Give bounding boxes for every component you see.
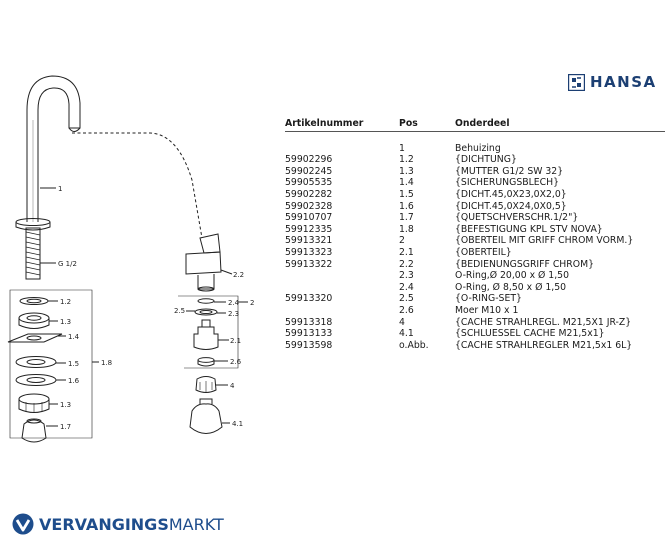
cartridge-2-1 — [194, 327, 218, 350]
callout-4: 4 — [230, 382, 235, 390]
cell-article-number: 59905535 — [285, 177, 333, 189]
callout-1-8: 1.8 — [101, 359, 113, 367]
cell-part: {QUETSCHVERSCHR.1/2"} — [455, 212, 579, 224]
header-article-number: Artikelnummer — [285, 118, 364, 129]
cell-part: {O-RING-SET} — [455, 293, 522, 305]
footer-brand-text — [39, 515, 224, 534]
cell-position: 2.1 — [399, 246, 414, 258]
nut-1-3-lower — [19, 394, 49, 404]
cell-article-number: 59902296 — [285, 154, 333, 166]
tap-spout-body — [27, 76, 80, 222]
cell-part: O-Ring, Ø 8,50 x Ø 1,50 — [455, 281, 567, 293]
header-part: Onderdeel — [455, 118, 510, 129]
callout-2: 2 — [250, 299, 255, 307]
cache-key-4-1 — [190, 404, 222, 434]
cell-article-number: 59902328 — [285, 200, 333, 212]
callout-1-3: 1.3 — [60, 318, 72, 326]
cell-position: 2.5 — [399, 293, 414, 305]
callout-2-6: 2.6 — [230, 358, 242, 366]
callout-2-5: 2.5 — [174, 307, 186, 315]
handle-2-2 — [186, 252, 221, 274]
callout-1-5: 1.5 — [68, 360, 80, 368]
cell-position: 1.6 — [399, 200, 414, 212]
callout-1-7: 1.7 — [60, 423, 72, 431]
callout-2-1: 2.1 — [230, 337, 242, 345]
callout-1: 1 — [58, 185, 63, 193]
footer-brand-bold: VERVANGINGS — [39, 514, 169, 534]
cell-position: 1 — [399, 142, 405, 154]
cell-article-number: 59913323 — [285, 246, 333, 258]
cell-article-number: 59912335 — [285, 223, 333, 235]
callout-2-2: 2.2 — [233, 271, 245, 279]
cell-article-number: 59913322 — [285, 258, 333, 270]
cell-part: {OBERTEIL MIT GRIFF CHROM VORM.} — [455, 235, 634, 247]
cell-part: {CACHE STRAHLREGLER M21,5x1 6L} — [455, 339, 633, 351]
o-ring-2-3 — [195, 309, 217, 315]
callout-1-3-lower: 1.3 — [60, 401, 72, 409]
cell-article-number: 59913321 — [285, 235, 333, 247]
cell-position: 4.1 — [399, 328, 414, 340]
cell-article-number: 59910707 — [285, 212, 333, 224]
cell-part: {BEFESTIGUNG KPL STV NOVA} — [455, 223, 603, 235]
cell-position: 1.5 — [399, 188, 414, 200]
callout-4-1: 4.1 — [232, 420, 244, 428]
cell-article-number: 59902282 — [285, 188, 333, 200]
cell-part: {SCHLUESSEL CACHE M21,5x1} — [455, 328, 605, 340]
cell-position: 4 — [399, 316, 405, 328]
cell-part: {DICHT.45,0X24,0X0,5} — [455, 200, 567, 212]
cell-part: {MUTTER G1/2 SW 32} — [455, 165, 564, 177]
cell-part: {CACHE STRAHLREGL. M21,5X1 JR-Z} — [455, 316, 632, 328]
callout-2-4: 2.4 — [228, 299, 240, 307]
cell-position: 2.2 — [399, 258, 414, 270]
header-position: Pos — [399, 118, 418, 129]
cell-position: 2.3 — [399, 270, 414, 282]
cell-position: 1.3 — [399, 165, 414, 177]
nut-1-3-upper — [19, 313, 49, 323]
gasket-1-6 — [16, 375, 56, 386]
cell-position: 2.4 — [399, 281, 414, 293]
cell-position: 1.2 — [399, 154, 414, 166]
vervangingsmarkt-logo — [12, 513, 224, 535]
o-ring-2-4 — [198, 299, 214, 303]
cell-position: o.Abb. — [399, 339, 429, 351]
gasket-1-2 — [20, 298, 48, 305]
cell-position: 1.8 — [399, 223, 414, 235]
footer-brand-light: MARKT — [168, 514, 224, 534]
callout-labels — [58, 185, 254, 431]
callout-1-4: 1.4 — [68, 333, 80, 341]
cell-position: 1.4 — [399, 177, 414, 189]
callout-2-3: 2.3 — [228, 310, 240, 318]
cell-part: {OBERTEIL} — [455, 246, 512, 258]
vervangingsmarkt-logo-icon — [12, 513, 34, 535]
cell-position: 2 — [399, 235, 405, 247]
gasket-1-5 — [16, 357, 56, 368]
cell-part: {BEDIENUNGSGRIFF CHROM} — [455, 258, 595, 270]
cell-part: {DICHTUNG} — [455, 154, 517, 166]
nut-2-6 — [198, 358, 214, 363]
callout-1-6: 1.6 — [68, 377, 80, 385]
cell-position: 1.7 — [399, 212, 414, 224]
brand-name: HANSA — [590, 73, 657, 91]
cell-article-number: 59913320 — [285, 293, 333, 305]
callout-g12: G 1/2 — [58, 260, 77, 268]
cell-article-number: 59913133 — [285, 328, 333, 340]
cell-part: O-Ring,Ø 20,00 x Ø 1,50 — [455, 270, 569, 282]
cell-position: 2.6 — [399, 304, 414, 316]
cell-article-number: 59913318 — [285, 316, 333, 328]
cell-part: Moer M10 x 1 — [455, 304, 519, 316]
cell-part: Behuizing — [455, 142, 501, 154]
cell-article-number: 59902245 — [285, 165, 333, 177]
cell-part: {SICHERUNGSBLECH} — [455, 177, 560, 189]
lock-plate-1-4 — [8, 334, 62, 342]
callout-1-2: 1.2 — [60, 298, 72, 306]
cell-article-number: 59913598 — [285, 339, 333, 351]
cell-part: {DICHT.45,0X23,0X2,0} — [455, 188, 567, 200]
